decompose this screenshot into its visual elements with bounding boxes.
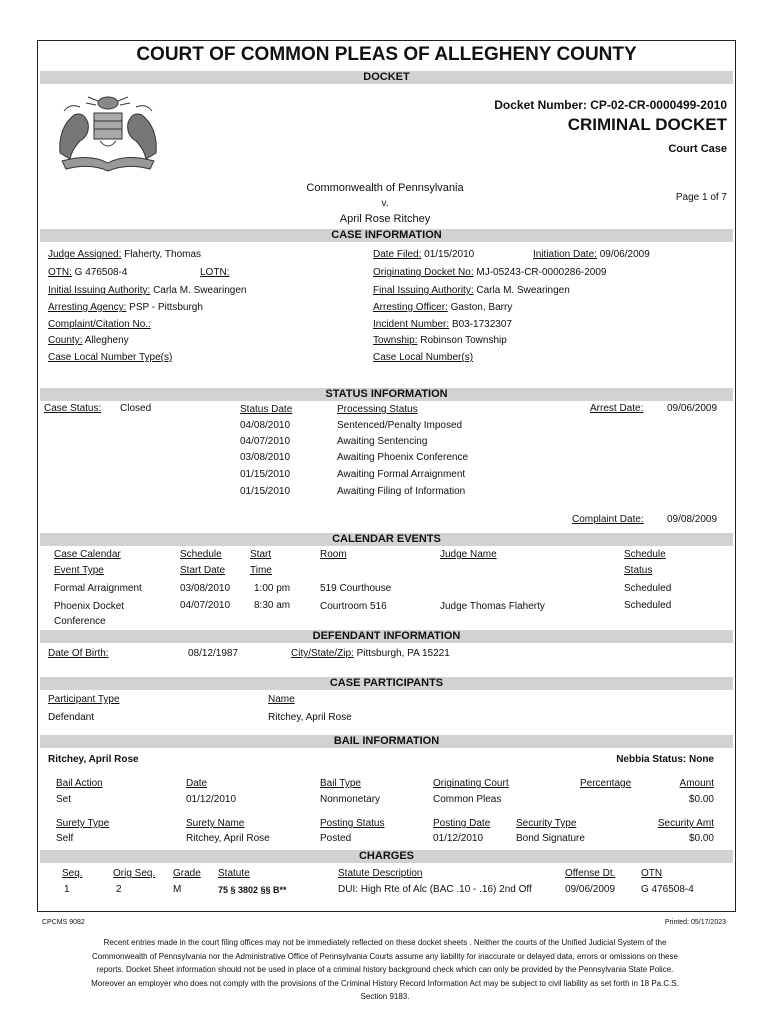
cal-row-2-event-cont: Conference <box>54 616 106 627</box>
security-amt-header: Security Amt <box>657 818 714 829</box>
dob-value: 08/12/1987 <box>188 648 239 659</box>
pennsylvania-seal-icon <box>50 93 166 173</box>
cal-header-event-type-2: Event Type <box>54 565 104 576</box>
charge-grade-header: Grade <box>173 868 201 879</box>
surety-type-value: Self <box>56 833 74 844</box>
case-local-number-type-label: Case Local Number Type(s) <box>48 352 173 363</box>
arrest-date-label: Arrest Date: <box>590 403 644 414</box>
incident-number <box>373 319 512 330</box>
charge-otn-value: G 476508-4 <box>641 884 694 895</box>
status-text-4: Awaiting Formal Arraignment <box>337 469 466 480</box>
judge-label: Judge Assigned: <box>48 249 122 260</box>
complaint-date-label: Complaint Date: <box>572 514 644 525</box>
cal-header-status-2: Status <box>624 565 653 576</box>
security-amt-value: $0.00 <box>688 833 714 844</box>
bail-action-header: Bail Action <box>56 778 103 789</box>
caption-line-3: April Rose Ritchey <box>339 213 431 225</box>
cal-row-2-event: Phoenix Docket <box>54 601 125 612</box>
judge-assigned <box>48 249 201 260</box>
otn <box>48 267 128 278</box>
caption-line-2: v. <box>381 198 389 209</box>
participant-name-value: Ritchey, April Rose <box>268 712 352 723</box>
arresting-officer-label: Arresting Officer: <box>373 302 448 313</box>
participant-type-value: Defendant <box>48 712 95 723</box>
case-information-bar: CASE INFORMATION <box>40 229 733 242</box>
initial-auth-label: Initial Issuing Authority: <box>48 285 151 296</box>
bail-date-header: Date <box>186 778 208 789</box>
otn-value: G 476508-4 <box>74 267 128 278</box>
county <box>48 335 129 346</box>
otn-label: OTN: <box>48 267 72 278</box>
processing-status-header: Processing Status <box>337 404 418 415</box>
posting-status-header: Posting Status <box>320 818 385 829</box>
charge-orig-seq-header: Orig Seq. <box>113 868 156 879</box>
security-type-header: Security Type <box>516 818 577 829</box>
court-title: COURT OF COMMON PLEAS OF ALLEGHENY COUNTY <box>136 44 637 65</box>
case-status <box>44 403 101 414</box>
charge-grade-value: M <box>173 884 182 895</box>
posting-status-value: Posted <box>320 833 352 844</box>
calendar-events-bar: CALENDAR EVENTS <box>40 533 733 546</box>
posting-date-value: 01/12/2010 <box>433 833 484 844</box>
status-text-5: Awaiting Filing of Information <box>337 486 466 497</box>
charge-offense-dt-header: Offense Dt. <box>565 868 616 879</box>
docket-number: Docket Number: CP-02-CR-0000499-2010 <box>494 98 727 112</box>
status-date-1: 04/08/2010 <box>240 420 291 431</box>
city-value: Pittsburgh, PA 15221 <box>356 648 450 659</box>
bail-defendant-name: Ritchey, April Rose <box>48 754 139 765</box>
dob-label: Date Of Birth: <box>48 648 109 659</box>
arresting-officer-value: Gaston, Barry <box>450 302 513 313</box>
arresting-agency <box>48 302 203 313</box>
status-text-2: Awaiting Sentencing <box>337 436 428 447</box>
printed-date: Printed: 05/17/2023 <box>664 919 726 926</box>
county-value: Allegheny <box>84 335 129 346</box>
cal-row-1-status: Scheduled <box>624 583 672 594</box>
charge-statute-value: 75 § 3802 §§ B** <box>218 885 287 895</box>
township <box>373 335 507 346</box>
bail-amount-value: $0.00 <box>688 794 714 805</box>
cal-header-event-type-1: Case Calendar <box>54 549 121 560</box>
cal-header-judge: Judge Name <box>440 549 497 560</box>
participant-type-header: Participant Type <box>48 694 120 705</box>
cal-header-start-1: Start <box>250 549 272 560</box>
defendant-information-bar: DEFENDANT INFORMATION <box>40 630 733 643</box>
charge-description-value: DUI: High Rte of Alc (BAC .10 - .16) 2nd Off <box>338 884 532 895</box>
township-label: Township: <box>373 335 418 346</box>
cal-row-2-room: Courtroom 516 <box>320 601 387 612</box>
participant-name-header: Name <box>268 694 295 705</box>
docket-bar: DOCKET <box>40 71 733 84</box>
form-id: CPCMS 9082 <box>42 919 85 926</box>
arresting-officer <box>373 302 512 313</box>
complaint-date-value: 09/08/2009 <box>667 514 718 525</box>
township-value: Robinson Township <box>420 335 507 346</box>
initial-issuing-authority <box>48 285 246 296</box>
cal-row-2-status: Scheduled <box>624 600 672 611</box>
orig-docket-value: MJ-05243-CR-0000286-2009 <box>476 267 607 278</box>
originating-docket <box>373 267 606 278</box>
charge-otn-header: OTN <box>641 868 663 879</box>
arrest-date-value: 09/06/2009 <box>667 403 718 414</box>
cal-row-1-room: 519 Courthouse <box>320 583 392 594</box>
status-date-5: 01/15/2010 <box>240 486 291 497</box>
arresting-agency-value: PSP - Pittsburgh <box>129 302 203 313</box>
caption-line-1: Commonwealth of Pennsylvania <box>306 182 464 194</box>
bail-action-value: Set <box>56 794 72 805</box>
bail-court-header: Originating Court <box>433 778 509 789</box>
case-status-value: Closed <box>120 403 152 414</box>
status-date-header: Status Date <box>240 404 293 415</box>
charge-statute-header: Statute <box>218 868 250 879</box>
bail-court-value: Common Pleas <box>433 794 502 805</box>
final-issuing-authority <box>373 285 570 296</box>
case-status-label: Case Status: <box>44 403 102 414</box>
page-info: Page 1 of 7 <box>675 192 727 203</box>
status-date-4: 01/15/2010 <box>240 469 291 480</box>
cal-row-2-judge: Judge Thomas Flaherty <box>440 601 545 612</box>
bail-amount-header: Amount <box>679 778 714 789</box>
posting-date-header: Posting Date <box>433 818 491 829</box>
cal-header-schedule-1: Schedule <box>180 549 222 560</box>
incident-value: B03-1732307 <box>451 319 512 330</box>
date-filed-value: 01/15/2010 <box>424 249 475 260</box>
case-participants-bar: CASE PARTICIPANTS <box>40 677 733 690</box>
county-label: County: <box>48 335 83 346</box>
date-filed <box>373 249 474 260</box>
cal-row-1-time: 1:00 pm <box>254 583 291 594</box>
orig-docket-label: Originating Docket No: <box>373 267 474 278</box>
status-date-2: 04/07/2010 <box>240 436 291 447</box>
surety-name-header: Surety Name <box>186 818 245 829</box>
bail-type-header: Bail Type <box>320 778 361 789</box>
nebbia-status: Nebbia Status: None <box>616 754 714 765</box>
lotn-label: LOTN: <box>200 267 230 278</box>
bail-date-value: 01/12/2010 <box>186 794 237 805</box>
charge-orig-seq-value: 2 <box>116 884 122 895</box>
final-auth-value: Carla M. Swearingen <box>476 285 570 296</box>
status-text-3: Awaiting Phoenix Conference <box>337 452 469 463</box>
cal-header-schedule-2: Start Date <box>180 565 226 576</box>
cal-row-2-time: 8:30 am <box>254 600 291 611</box>
incident-label: Incident Number: <box>373 319 450 330</box>
status-text-1: Sentenced/Penalty Imposed <box>337 420 463 431</box>
city-state-zip <box>291 648 450 659</box>
disclaimer-text: Recent entries made in the court filing offices may not be immediately reflected on these docket sheets . Neither the courts of the Unified Judicial System of the Commonwealth of Pennsylvania nor the Administrative Office of Pennsylvania Courts assume any liability for inaccurate or delayed data, errors or omissions on these reports. Docket Sheet information should not be used in place of a criminal history background check which can only be provided by the Pennsylvania State Police. Moreover an employer who does not comply with the provisions of the Criminal History Record Information Act may be subject to civil liability as set forth in 18 Pa.C.S. Section 9183. <box>91 938 679 1001</box>
complaint-citation-label: Complaint/Citation No.: <box>48 319 151 330</box>
bail-type-value: Nonmonetary <box>320 794 381 805</box>
judge-value: Flaherty, Thomas <box>124 249 202 260</box>
cal-row-1-event: Formal Arraignment <box>54 583 142 594</box>
city-label: City/State/Zip: <box>291 648 354 659</box>
date-filed-label: Date Filed: <box>373 249 422 260</box>
charge-seq-header: Seq. <box>62 868 83 879</box>
initiation-value: 09/06/2009 <box>599 249 650 260</box>
charge-description-header: Statute Description <box>338 868 423 879</box>
charge-offense-dt-value: 09/06/2009 <box>565 884 616 895</box>
cal-header-room: Room <box>320 549 347 560</box>
cal-row-1-date: 03/08/2010 <box>180 583 231 594</box>
charge-seq-value: 1 <box>64 884 70 895</box>
initial-auth-value: Carla M. Swearingen <box>153 285 247 296</box>
bail-information-bar: BAIL INFORMATION <box>40 735 733 748</box>
final-auth-label: Final Issuing Authority: <box>373 285 474 296</box>
status-information-bar: STATUS INFORMATION <box>40 388 733 401</box>
case-local-number-label: Case Local Number(s) <box>373 352 474 363</box>
court-case-label: Court Case <box>668 143 727 155</box>
cal-header-start-2: Time <box>250 565 272 576</box>
arresting-agency-label: Arresting Agency: <box>48 302 127 313</box>
surety-name-value: Ritchey, April Rose <box>186 833 270 844</box>
docket-type: CRIMINAL DOCKET <box>567 115 727 134</box>
surety-type-header: Surety Type <box>56 818 110 829</box>
security-type-value: Bond Signature <box>516 833 585 844</box>
initiation-label: Initiation Date: <box>533 249 597 260</box>
cal-row-2-date: 04/07/2010 <box>180 600 231 611</box>
charges-bar: CHARGES <box>40 850 733 863</box>
initiation-date <box>533 249 650 260</box>
cal-header-status-1: Schedule <box>624 549 666 560</box>
status-date-3: 03/08/2010 <box>240 452 291 463</box>
bail-percentage-header: Percentage <box>580 778 632 789</box>
